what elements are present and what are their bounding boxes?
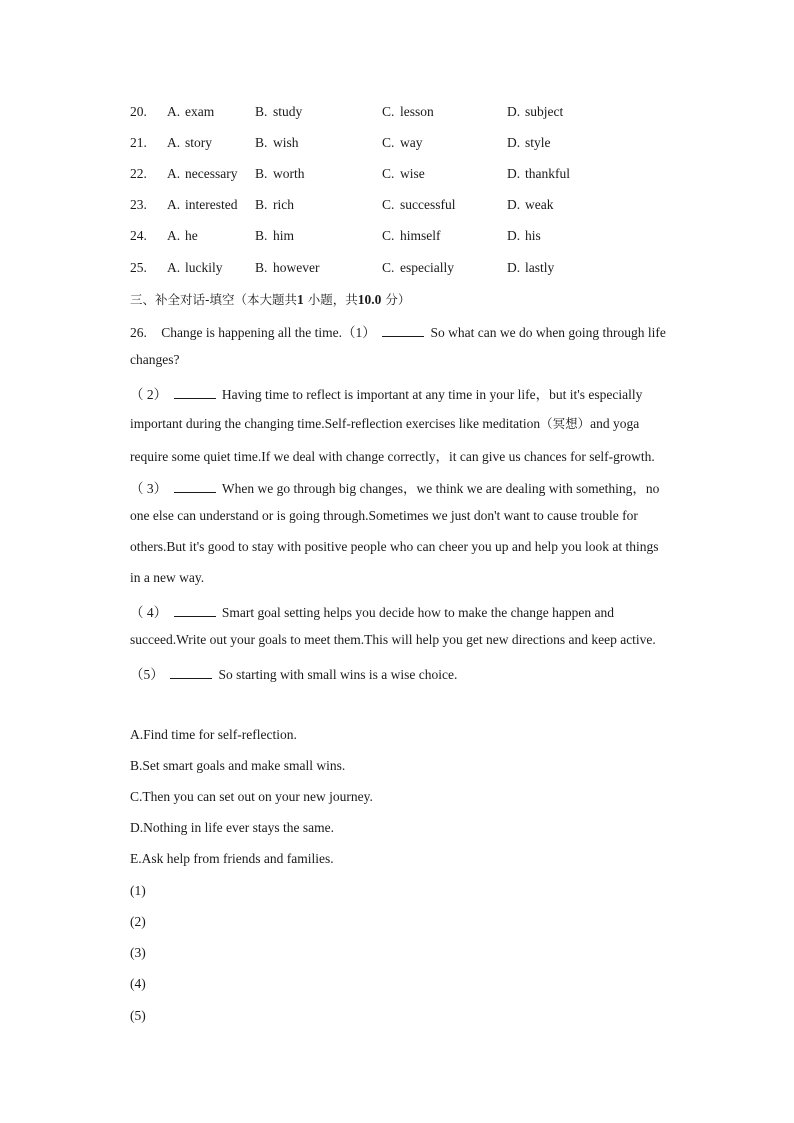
passage-line: 26. Change is happening all the time.（1） So what can we do when going through life	[130, 325, 666, 340]
option-b: B. however	[255, 259, 320, 275]
option-c: C. successful	[382, 197, 456, 213]
option-a: A. story	[167, 134, 212, 150]
answer-blank	[174, 605, 216, 617]
choice-item: C.Then you can set out on your new journey.	[130, 789, 373, 804]
answer-blank	[382, 325, 424, 337]
answer-blank	[174, 387, 216, 399]
option-d: D. thankful	[507, 165, 570, 181]
question-number: 22.	[130, 165, 147, 181]
option-c: C. lesson	[382, 103, 434, 119]
option-row-24	[130, 221, 617, 252]
option-d: D. weak	[507, 197, 554, 213]
option-a: A. necessary	[167, 165, 238, 181]
passage-line: in a new way.	[130, 570, 205, 585]
passage-line: changes?	[130, 352, 180, 367]
answer-label: (1)	[130, 883, 146, 898]
choice-item: B.Set smart goals and make small wins.	[130, 758, 346, 773]
option-b: B. him	[255, 228, 295, 244]
section-heading: 三、补全对话-填空（本大题共1 小题，共10.0 分）	[130, 292, 411, 307]
option-row-23	[130, 190, 617, 221]
option-row-25	[130, 252, 617, 283]
answer-label: (2)	[130, 914, 146, 929]
option-a: A. luckily	[167, 259, 223, 275]
option-row-22	[130, 158, 617, 189]
options-table	[130, 96, 617, 283]
passage-line: one else can understand or is going through.Sometimes we just don't want to cause trouble for	[130, 508, 638, 523]
option-d: D. style	[507, 134, 551, 150]
question-number: 23.	[130, 197, 147, 213]
option-c: C. wise	[382, 165, 425, 181]
passage-line: （ 2） Having time to reflect is important at any time in your life，but it's especially	[130, 387, 643, 402]
option-b: B. rich	[255, 197, 294, 213]
choice-item: A.Find time for self-reflection.	[130, 727, 297, 742]
passage-line: succeed.Write out your goals to meet them.This will help you get new directions and keep active.	[130, 632, 656, 647]
option-row-20	[130, 96, 617, 127]
answer-label: (4)	[130, 976, 146, 991]
passage-line: important during the changing time.Self-reflection exercises like meditation（冥想）and yoga	[130, 416, 640, 431]
question-number: 21.	[130, 134, 147, 150]
option-row-21	[130, 127, 617, 158]
option-d: D. subject	[507, 103, 564, 119]
question-number: 25.	[130, 259, 147, 275]
option-a: A. he	[167, 228, 198, 244]
option-b: B. worth	[255, 165, 305, 181]
question-number: 20.	[130, 103, 147, 119]
choice-item: D.Nothing in life ever stays the same.	[130, 820, 334, 835]
option-d: D. lastly	[507, 259, 555, 275]
option-b: B. wish	[255, 134, 299, 150]
passage-line: require some quiet time.If we deal with change correctly，it can give us chances for self-growth.	[130, 449, 655, 464]
answer-label: (5)	[130, 1008, 146, 1023]
choice-item: E.Ask help from friends and families.	[130, 851, 334, 866]
passage-line: （ 4） Smart goal setting helps you decide how to make the change happen and	[130, 605, 615, 620]
passage-line: （5） So starting with small wins is a wise choice.	[130, 667, 458, 682]
passage-line: （ 3） When we go through big changes，we think we are dealing with something，no	[130, 481, 660, 496]
answer-blank	[170, 667, 212, 679]
option-d: D. his	[507, 228, 541, 244]
question-number: 24.	[130, 228, 147, 244]
option-a: A. interested	[167, 197, 238, 213]
passage-line: others.But it's good to stay with positive people who can cheer you up and help you look at things	[130, 539, 659, 554]
option-c: C. especially	[382, 259, 454, 275]
option-c: C. way	[382, 134, 423, 150]
option-a: A. exam	[167, 103, 215, 119]
option-c: C. himself	[382, 228, 441, 244]
answer-label: (3)	[130, 945, 146, 960]
option-b: B. study	[255, 103, 303, 119]
question-number: 26.	[130, 325, 147, 340]
answer-blank	[174, 481, 216, 493]
